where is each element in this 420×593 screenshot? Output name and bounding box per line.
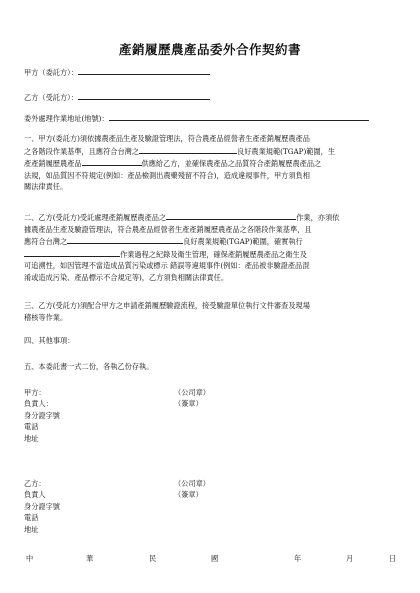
- date-month: 月: [346, 554, 354, 563]
- address-line: [24, 112, 369, 124]
- sig-b-address: 地址: [24, 524, 39, 534]
- clause-1-blank[interactable]: [139, 145, 237, 154]
- clause-2-line: 作業過程之紀錄及衛生管理，確保產銷履歷農產品之衛生及: [24, 248, 398, 261]
- clause-1: [24, 133, 398, 193]
- date-guo: 國: [211, 554, 219, 563]
- clause-2-blank[interactable]: [24, 248, 120, 257]
- party-b-signature-fields: [24, 478, 60, 535]
- clause-2-line: 淆或造成污染、產品標示不合規定等)，乙方須負相關法律責任。: [24, 272, 229, 282]
- sig-a-company-seal: （公司章）: [174, 388, 210, 397]
- clause-3-line: 稽核等作業。: [24, 312, 68, 322]
- sig-b-person: 負責人: [24, 490, 46, 500]
- date-min: 民: [149, 554, 157, 563]
- clause-2: [24, 211, 398, 284]
- address-blank[interactable]: [109, 112, 369, 121]
- clause-1-blank[interactable]: [82, 157, 142, 166]
- party-b-blank[interactable]: [78, 91, 210, 100]
- date-hua: 華: [86, 554, 94, 563]
- document-title: 產銷履歷農產品委外合作契約書: [118, 42, 301, 57]
- sig-a-phone: 電話: [24, 422, 39, 432]
- clause-2-line: 二、乙方(受託方)受託處理產銷履歷農產品之 作業，亦須依: [24, 213, 340, 222]
- address-label: 委外處理作業地址(地號)：: [24, 114, 109, 123]
- clause-1-line: 法規，如品質因不符規定(例如：產品檢測出農藥殘留不符合)，造成違規事件，甲方須負相: [24, 170, 310, 180]
- clause-3-line: 三、乙方(受託方)須配合甲方之申請產銷履歷驗證流程，接受驗證單位執行文件審查及現場: [24, 301, 310, 310]
- party-a-line: [24, 66, 210, 78]
- party-a-label: 甲方（委託方）：: [24, 68, 78, 77]
- party-b-seals: [174, 478, 210, 501]
- clause-2-line: 應符合台灣之 良好農業規範(TGAP)範圍，確實執行: [24, 237, 303, 247]
- clause-1-line: 產產銷履歷農產品 供應給乙方，並確保農產品之品質符合產銷履歷農產品之: [24, 159, 322, 169]
- date-year: 年: [294, 554, 302, 563]
- sig-b-id: 身分證字號: [24, 501, 60, 511]
- date-zhong: 中: [26, 554, 34, 563]
- sig-a-person: 負責人：: [24, 399, 53, 409]
- sig-a-party: 甲方：: [24, 388, 46, 397]
- sig-b-company-seal: （公司章）: [174, 479, 210, 488]
- clause-1-line: 之各階段作業基準，且應符合台灣之 良好農業規範(TGAP)範圍，生: [24, 146, 336, 156]
- sig-a-address: 地址: [24, 433, 39, 443]
- party-b-label: 乙方（受託方）：: [24, 93, 78, 102]
- clause-4: 四、其他事項：: [24, 336, 75, 345]
- party-b-line: [24, 91, 210, 103]
- clause-2-line: 據農產品生產及驗證管理法，符合農產品經營者生產產銷履歷農產品之各階段作業基準，且: [24, 224, 312, 234]
- clause-2-blank[interactable]: [166, 211, 296, 220]
- party-a-signature-fields: [24, 387, 60, 444]
- party-a-seals: [174, 387, 210, 410]
- clause-2-blank[interactable]: [67, 235, 183, 244]
- sig-a-id: 身分證字號: [24, 410, 60, 420]
- sig-b-phone: 電話: [24, 513, 39, 523]
- sig-b-party: 乙方：: [24, 479, 46, 488]
- party-a-blank[interactable]: [78, 66, 210, 75]
- clause-5: 五、本委託書一式二份，各執乙份存執。: [24, 362, 154, 371]
- clause-2-line: 可追溯性，如因管理不當造成品質污染或標示 錯誤等違規事件(例如：產品被非驗證產品混: [24, 261, 310, 271]
- clause-3: [24, 300, 398, 323]
- sig-b-person-seal: （簽章）: [174, 490, 203, 500]
- clause-1-line: 關法律責任。: [24, 182, 68, 192]
- clause-1-line: 一、甲方(委託方)須依據農產品生產及驗證管理法，符合農產品經營者生產產銷履歷農產品: [24, 134, 310, 143]
- sig-a-person-seal: （簽章）: [174, 399, 203, 409]
- date-day: 日: [389, 554, 397, 563]
